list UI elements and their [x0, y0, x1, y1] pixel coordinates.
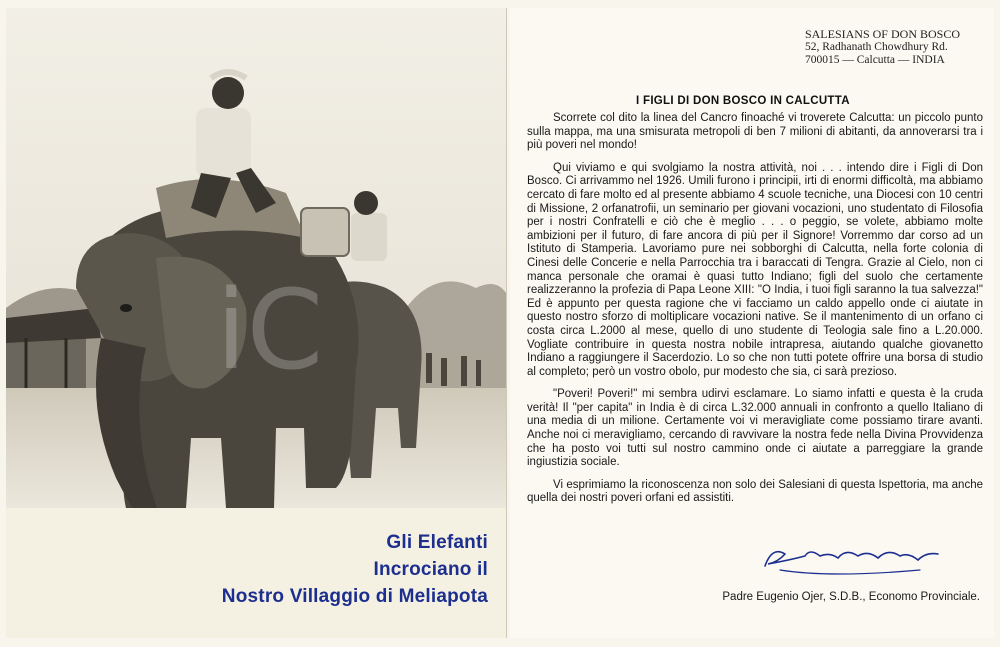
caption-line-2: Incrociano il [373, 559, 488, 580]
letterhead-org: SALESIANS OF DON BOSCO [804, 27, 960, 41]
paragraph-2: Qui viviamo e qui svolgiamo la nostra attività, noi . . . intendo dire i Figli di Don Bosco. Ci arrivammo nel 1926. Umili furono i principii, irti di enormi difficoltà, ma abbiamo cercato di fare molto ed al presente abbiamo 4 scuole tecniche, una Diocesi con 10 centri di Missione, 2 orfanatrofii, un seminario per giovani vocazioni, uno studentato di Filosofia per i nostri Confratelli e ciò che è meglio . . . o peggio, se volete, abbiamo molte ambizioni per il futuro, di fare ancora di più per il Signore! Vorremmo dar corso ad un Istituto di Stamperia. Lavoriamo pure nei sobborghi di Calcutta, nella forte colonia di Cinesi delle Concerie e nella Parrocchia tra i baraccati di Tengra. Grazie al Cielo, non ci manca personale che oramai è quasi tutto Indiano; figli del suolo che certamente realizzeranno la profezia di Papa Leone XIII: "O India, i tuoi figli saranno la tua salvezza!" Ed è appunto per questa ragione che vi facciamo un caldo appello onde ci aiutate in questo nostro sforzo di moltiplicare vocazioni native. Se il mantenimento di un orfano ci costa circa L.2000 al mese, quello di uno studente di Teologia sale fino a L.20.000. Vogliate contribuire in questa nostra nobile intrapresa, aiutando qualche giovanetto Indiano a raggiungere il Sacerdozio. Lo so che non tutti potete offrire una borsa di studio al completo; però un vostro obolo, pur modesto che sia, ci sarà prezioso. [527, 161, 983, 378]
letter-panel [510, 8, 994, 638]
leaflet-caption [222, 529, 488, 610]
photo-panel [6, 8, 507, 638]
signer-name: Padre Eugenio Ojer, S.D.B., Economo Provinciale. [722, 591, 980, 603]
letter-title: I FIGLI DI DON BOSCO IN CALCUTTA [636, 95, 850, 107]
paragraph-3: "Poveri! Poveri!" mi sembra udirvi esclamare. Lo siamo infatti e questa è la cruda verità! Il "per capita" in India è di circa L.32.000 annuali in confronto a quello Italiano di una media di un milione. Certamente voi vi meravigliate come possiamo tirare avanti. Anche noi ci meravigliamo, cercando di ravvivare la nostra fede nella Divina Provvidenza che ha posto voi tutti sul nostro cammino onde ci aiutate a parreggiare la grande ingiustizia sociale. [527, 388, 983, 469]
letterhead-address: 52, Radhanath Chowdhury Rd. [804, 41, 948, 53]
paragraph-1: Scorrete col dito la linea del Cancro finoaché vi troverete Calcutta: un piccolo punto sulla mappa, ma una smisurata metropoli di ben 7 milioni di abitanti, da annoverarsi tra i più poveri nel mondo! [527, 112, 983, 152]
paragraph-4: Vi esprimiamo la riconoscenza non solo dei Salesiani di questa Ispettoria, ma anche quella dei nostri poveri orfani ed assistiti. [527, 478, 983, 505]
caption-line-1: Gli Elefanti [386, 532, 488, 553]
svg-text:iC: iC [216, 266, 324, 394]
signature-area [750, 526, 960, 586]
handwritten-signature [750, 526, 950, 586]
caption-line-3: Nostro Villaggio di Meliapota [221, 586, 488, 607]
letterhead [805, 28, 960, 67]
elephant-photo [6, 8, 506, 508]
letter-body [527, 112, 983, 515]
letterhead-city: 700015 — Calcutta — INDIA [804, 54, 945, 66]
